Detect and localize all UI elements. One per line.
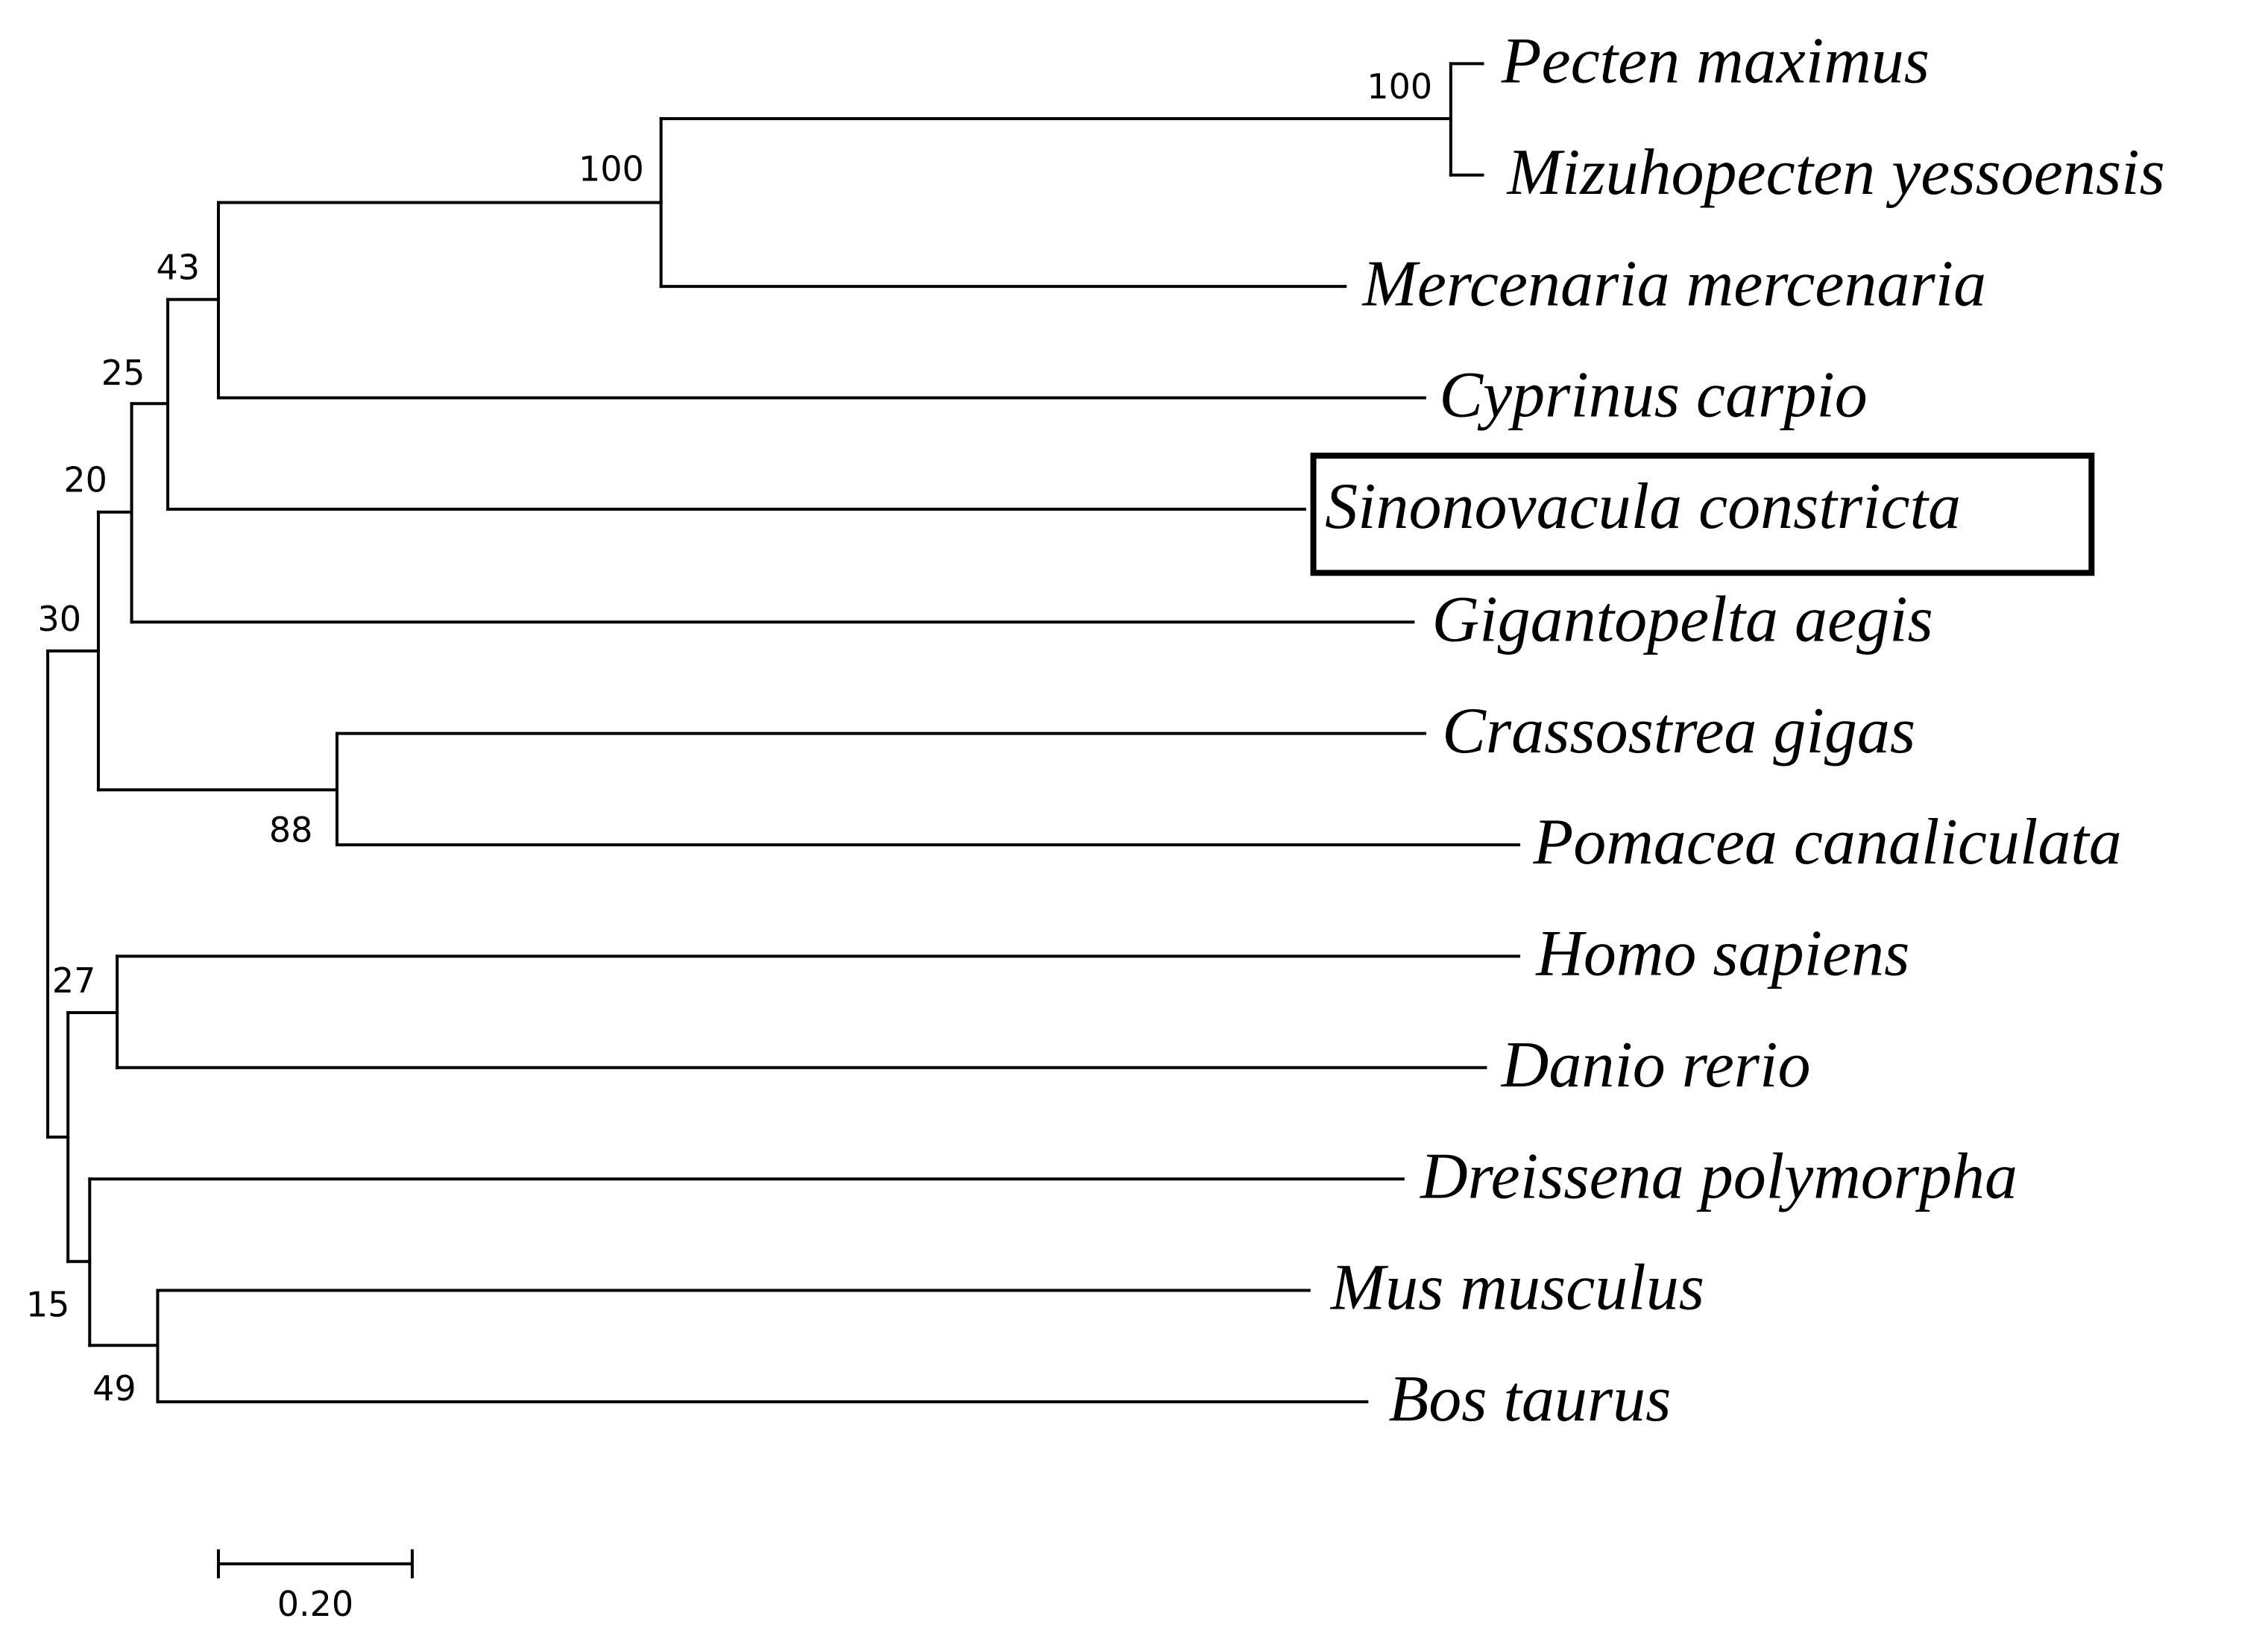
taxon-label-bos: Bos taurus <box>1388 1363 1672 1436</box>
bootstrap-n20: 20 <box>63 459 107 500</box>
bootstrap-labels <box>26 66 1432 1409</box>
bootstrap-n25: 25 <box>101 353 145 394</box>
taxon-label-cyp: Cyprinus carpio <box>1439 359 1868 432</box>
taxon-labels <box>1314 25 2165 1436</box>
scale-bar <box>218 1550 412 1624</box>
taxon-label-poma: Pomacea canaliculata <box>1533 806 2122 879</box>
tree-branches <box>48 63 1519 1402</box>
taxon-label-dreis: Dreissena polymorpha <box>1420 1140 2018 1213</box>
taxon-label-mus: Mus musculus <box>1330 1251 1704 1324</box>
bootstrap-n15: 15 <box>25 1284 70 1325</box>
scale-bar-line <box>218 1550 412 1579</box>
taxon-label-homo: Homo sapiens <box>1536 917 1910 990</box>
taxon-label-merc: Mercenaria mercenaria <box>1362 248 1987 321</box>
taxon-label-cras: Crassostrea gigas <box>1442 694 1916 767</box>
taxon-label-mizuho: Mizuhopecten yessoensis <box>1507 136 2165 209</box>
taxon-label-sino: Sinonovacula constricta <box>1325 471 1962 544</box>
bootstrap-mus_bos: 49 <box>92 1368 136 1409</box>
bootstrap-scallop_merc: 100 <box>579 148 644 189</box>
bootstrap-homo_danio: 27 <box>51 960 96 1001</box>
bootstrap-n43: 43 <box>156 247 201 288</box>
bootstrap-cras_poma: 88 <box>268 810 313 851</box>
taxon-label-danio: Danio rerio <box>1501 1028 1811 1101</box>
scale-bar-label: 0.20 <box>277 1584 354 1625</box>
bootstrap-pecten_mizuho: 100 <box>1367 66 1433 107</box>
taxon-label-giga: Gigantopelta aegis <box>1431 583 1933 656</box>
bootstrap-n30: 30 <box>37 598 81 639</box>
taxon-label-pecten: Pecten maximus <box>1501 25 1930 98</box>
